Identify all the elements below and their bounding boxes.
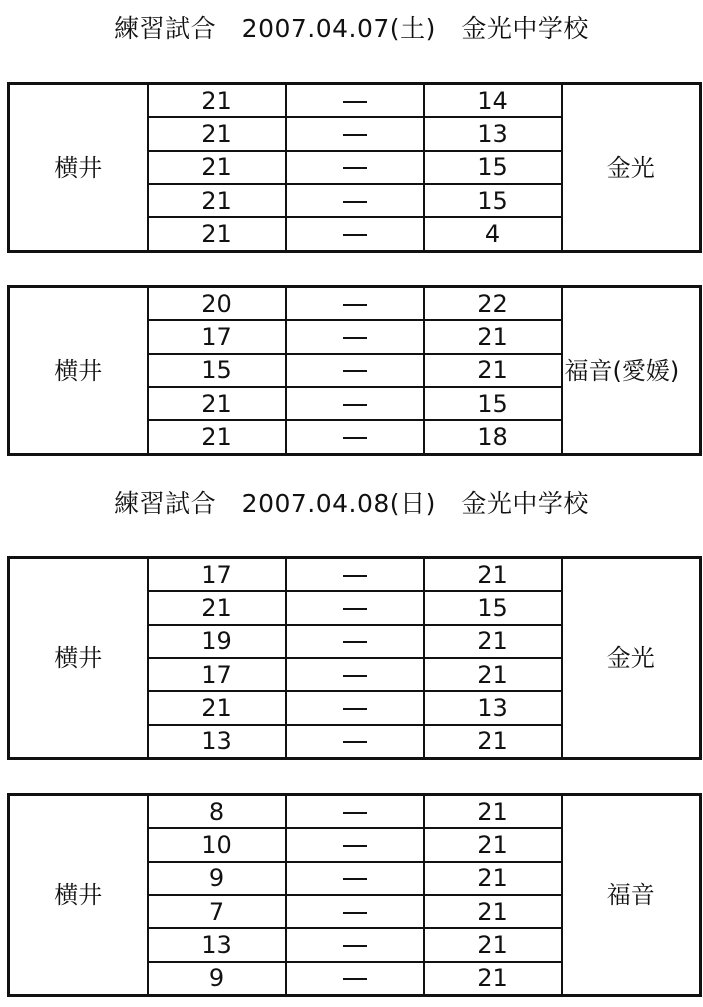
dash-mark: [343, 608, 367, 610]
match-table-2: [7, 285, 702, 456]
dash-mark: [343, 812, 367, 814]
dash-mark: [343, 708, 367, 710]
score-separator: [286, 117, 424, 150]
score-left: 17: [148, 558, 286, 592]
score-separator: [286, 217, 424, 251]
score-right: 21: [424, 795, 562, 829]
score-right: 21: [424, 625, 562, 658]
dash-mark: [343, 134, 367, 136]
score-left: 9: [148, 862, 286, 895]
dash-mark: [343, 167, 367, 169]
score-left: 17: [148, 658, 286, 691]
score-separator: [286, 795, 424, 829]
score-left: 8: [148, 795, 286, 829]
score-separator: [286, 184, 424, 217]
dash-mark: [343, 370, 367, 372]
score-left: 21: [148, 84, 286, 118]
score-separator: [286, 625, 424, 658]
score-separator: [286, 828, 424, 861]
match-table-3: [7, 556, 702, 760]
dash-mark: [343, 575, 367, 577]
session-heading-2: 練習試合 2007.04.08(日) 金光中学校: [114, 489, 589, 518]
score-left: 21: [148, 151, 286, 184]
score-left: 21: [148, 420, 286, 454]
dash-mark: [343, 912, 367, 914]
score-left: 21: [148, 217, 286, 251]
score-right: 15: [424, 151, 562, 184]
score-right: 21: [424, 725, 562, 759]
score-right: 15: [424, 184, 562, 217]
score-right: 15: [424, 387, 562, 420]
score-separator: [286, 420, 424, 454]
score-right: 21: [424, 558, 562, 592]
score-left: 13: [148, 725, 286, 759]
score-right: 22: [424, 287, 562, 321]
score-left: 17: [148, 320, 286, 353]
dash-mark: [343, 437, 367, 439]
dash-mark: [343, 878, 367, 880]
score-right: 21: [424, 962, 562, 996]
score-separator: [286, 387, 424, 420]
score-separator: [286, 151, 424, 184]
dash-mark: [343, 945, 367, 947]
score-left: 7: [148, 895, 286, 928]
score-left: 21: [148, 387, 286, 420]
score-right: 21: [424, 828, 562, 861]
score-separator: [286, 558, 424, 592]
score-separator: [286, 320, 424, 353]
score-right: 13: [424, 691, 562, 724]
team-right-name: 金光: [562, 558, 701, 759]
game-row: [9, 84, 701, 118]
team-left-name: 横井: [9, 795, 148, 996]
team-right-name: 福音(愛媛): [562, 287, 701, 455]
game-row: [9, 795, 701, 829]
score-left: 21: [148, 184, 286, 217]
dash-mark: [343, 978, 367, 980]
dash-mark: [343, 337, 367, 339]
score-left: 21: [148, 117, 286, 150]
score-separator: [286, 725, 424, 759]
score-right: 4: [424, 217, 562, 251]
score-separator: [286, 354, 424, 387]
score-right: 14: [424, 84, 562, 118]
score-right: 21: [424, 354, 562, 387]
dash-mark: [343, 675, 367, 677]
team-left-name: 横井: [9, 287, 148, 455]
score-separator: [286, 591, 424, 624]
session-heading-1: 練習試合 2007.04.07(土) 金光中学校: [114, 14, 589, 43]
score-right: 15: [424, 591, 562, 624]
score-separator: [286, 658, 424, 691]
dash-mark: [343, 741, 367, 743]
score-right: 13: [424, 117, 562, 150]
dash-mark: [343, 641, 367, 643]
score-separator: [286, 84, 424, 118]
score-separator: [286, 862, 424, 895]
team-left-name: 横井: [9, 84, 148, 252]
score-left: 21: [148, 691, 286, 724]
score-right: 21: [424, 862, 562, 895]
score-left: 13: [148, 928, 286, 961]
dash-mark: [343, 101, 367, 103]
match-table-4: [7, 793, 702, 997]
score-left: 15: [148, 354, 286, 387]
score-right: 21: [424, 320, 562, 353]
score-left: 21: [148, 591, 286, 624]
score-left: 19: [148, 625, 286, 658]
dash-mark: [343, 404, 367, 406]
score-separator: [286, 962, 424, 996]
score-separator: [286, 928, 424, 961]
score-right: 21: [424, 658, 562, 691]
score-left: 10: [148, 828, 286, 861]
game-row: [9, 287, 701, 321]
team-right-name: 金光: [562, 84, 701, 252]
score-right: 21: [424, 895, 562, 928]
game-row: [9, 558, 701, 592]
score-left: 20: [148, 287, 286, 321]
team-left-name: 横井: [9, 558, 148, 759]
score-separator: [286, 691, 424, 724]
score-right: 18: [424, 420, 562, 454]
dash-mark: [343, 201, 367, 203]
match-table-1: [7, 82, 702, 253]
dash-mark: [343, 304, 367, 306]
score-separator: [286, 895, 424, 928]
score-left: 9: [148, 962, 286, 996]
score-separator: [286, 287, 424, 321]
dash-mark: [343, 234, 367, 236]
dash-mark: [343, 845, 367, 847]
team-right-name: 福音: [562, 795, 701, 996]
score-right: 21: [424, 928, 562, 961]
